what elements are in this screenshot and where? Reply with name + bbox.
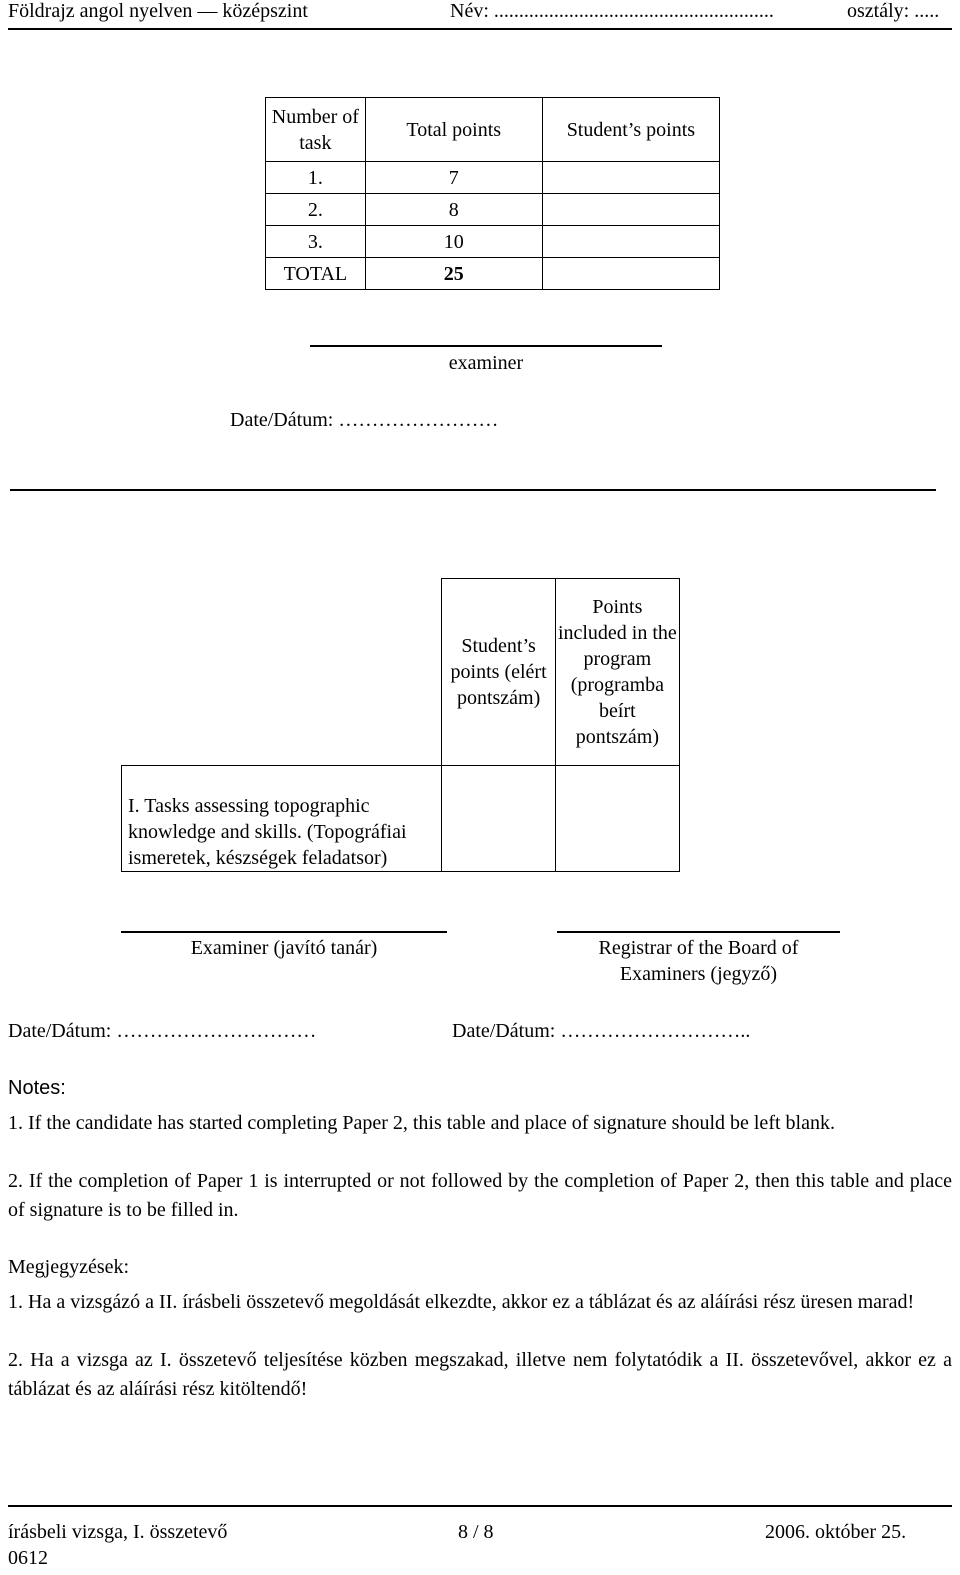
date-label: Date/Dátum: bbox=[8, 1020, 117, 1042]
footer-exam-name: írásbeli vizsga, I. összetevő bbox=[8, 1521, 228, 1543]
footer-code: 0612 bbox=[8, 1547, 48, 1569]
table-row bbox=[266, 226, 720, 258]
summary-header-program-points: Points included in the program (programba beírt pontszám) bbox=[555, 579, 679, 766]
date-dots: …………………… bbox=[338, 409, 499, 431]
task-total: 7 bbox=[365, 162, 542, 194]
total-value: 25 bbox=[365, 258, 542, 290]
task-number: 2. bbox=[266, 194, 366, 226]
megjegyzesek-item-1: 1. Ha a vizsgázó a II. írásbeli összetevő megoldását elkezdte, akkor ez a táblázat és az aláírási rész üresen marad! bbox=[8, 1291, 915, 1313]
header-number-of-task: Number of task bbox=[266, 98, 366, 162]
examiner-teacher-signature-line bbox=[121, 931, 447, 933]
task-total: 10 bbox=[365, 226, 542, 258]
task-student-points bbox=[542, 226, 719, 258]
section-divider bbox=[10, 489, 936, 491]
megjegyzesek-item-2: 2. Ha a vizsga az I. összetevő teljesítése közben megszakad, illetve nem folytatódik a II. összetevővel, akkor ez a táblázat és az aláírási rész kitöltendő! bbox=[8, 1349, 952, 1400]
signature-date-left bbox=[8, 1018, 316, 1044]
summary-program-points-cell bbox=[555, 766, 679, 872]
header-students-points: Student’s points bbox=[542, 98, 719, 162]
header-name-field: Név: ........................................................ bbox=[450, 0, 774, 22]
summary-empty-corner bbox=[122, 579, 442, 766]
examiner-label: examiner bbox=[448, 352, 524, 374]
notes-title: Notes: bbox=[8, 1077, 66, 1099]
date-label: Date/Dátum: bbox=[452, 1020, 561, 1042]
table-row-total bbox=[266, 258, 720, 290]
date-label: Date/Dátum: bbox=[230, 409, 339, 431]
notes-item-2: 2. If the completion of Paper 1 is interrupted or not followed by the completion of Paper 2, then this table and place of signature is to be filled in. bbox=[8, 1170, 952, 1221]
task-student-points bbox=[542, 162, 719, 194]
header-subject: Földrajz angol nyelven — középszint bbox=[8, 0, 308, 22]
date-dots: ……………………….. bbox=[560, 1020, 751, 1042]
signature-date-right bbox=[452, 1018, 750, 1044]
total-label: TOTAL bbox=[266, 258, 366, 290]
registrar-label: Registrar of the Board of Examiners (jegyző) bbox=[598, 937, 799, 985]
examiner-teacher-label: Examiner (javító tanár) bbox=[190, 937, 378, 959]
notes-item-1: 1. If the candidate has started completing Paper 2, this table and place of signature should be left blank. bbox=[8, 1112, 835, 1134]
header-total-points: Total points bbox=[365, 98, 542, 162]
table-row bbox=[266, 162, 720, 194]
task-student-points bbox=[542, 194, 719, 226]
summary-students-points-cell bbox=[442, 766, 555, 872]
footer-date: 2006. október 25. bbox=[765, 1521, 907, 1543]
header-class-field: osztály: ..... bbox=[847, 0, 940, 22]
task-number: 1. bbox=[266, 162, 366, 194]
examiner-signature-line bbox=[310, 345, 662, 347]
footer-page-number: 8 / 8 bbox=[458, 1521, 494, 1543]
summary-table bbox=[121, 578, 680, 872]
examiner-date bbox=[230, 407, 498, 433]
megjegyzesek-title: Megjegyzések: bbox=[8, 1256, 130, 1278]
score-table bbox=[265, 97, 720, 290]
footer-rule bbox=[8, 1505, 952, 1507]
table-row bbox=[266, 194, 720, 226]
registrar-signature-line bbox=[557, 931, 840, 933]
summary-header-students-points: Student’s points (elért pontszám) bbox=[442, 579, 555, 766]
header-rule bbox=[8, 28, 952, 30]
task-number: 3. bbox=[266, 226, 366, 258]
date-dots: ………………………… bbox=[116, 1020, 317, 1042]
task-total: 8 bbox=[365, 194, 542, 226]
summary-row-label: I. Tasks assessing topographic knowledge and skills. (Topográfiai ismeretek, készségek feladatsor) bbox=[122, 766, 442, 872]
total-student-points bbox=[542, 258, 719, 290]
